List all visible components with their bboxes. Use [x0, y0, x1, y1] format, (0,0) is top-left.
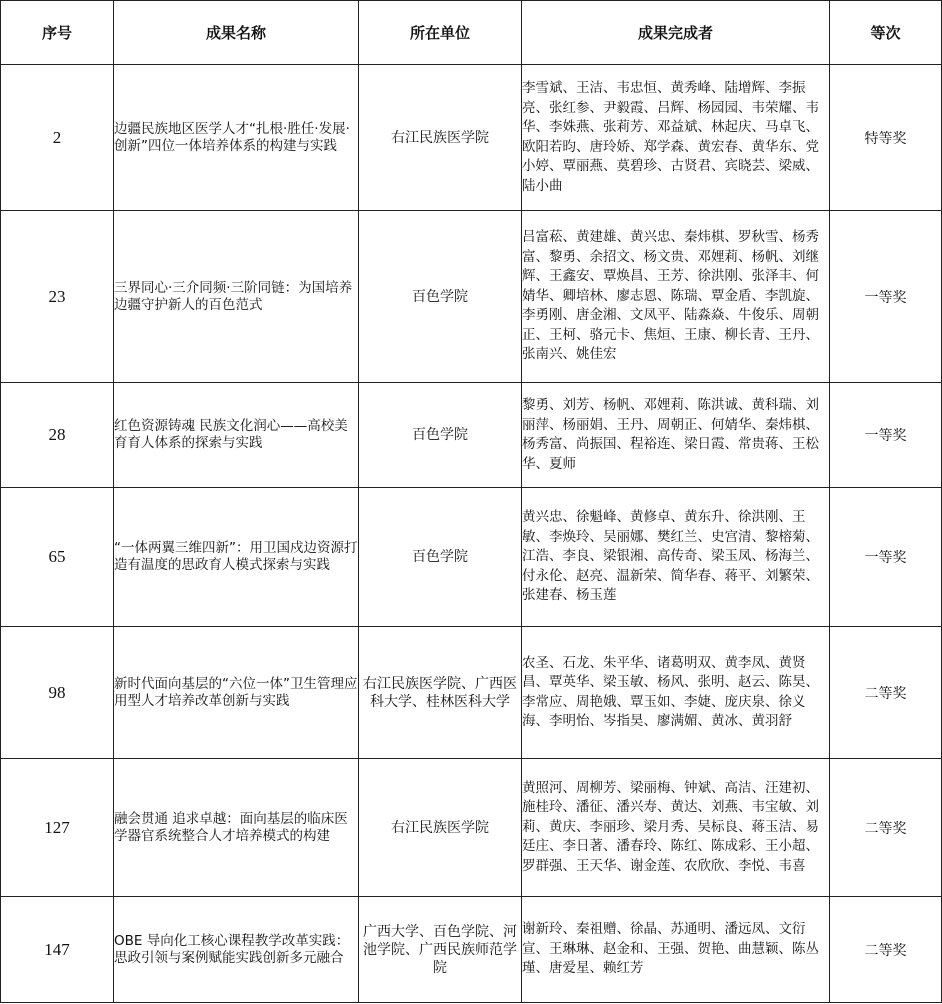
table-row [1, 383, 942, 488]
row-no: 2 [1, 65, 114, 211]
row-name: 边疆民族地区医学人才“扎根·胜任·发展·创新”四位一体培养体系的构建与实践 [114, 65, 359, 211]
row-unit: 右江民族医学院 [359, 759, 522, 897]
table-row [1, 627, 942, 759]
row-name: 新时代面向基层的“六位一体”卫生管理应用型人才培养改革创新与实践 [114, 627, 359, 759]
row-unit: 百色学院 [359, 211, 522, 383]
row-unit: 百色学院 [359, 383, 522, 488]
row-unit: 广西大学、百色学院、河池学院、广西民族师范学院 [359, 897, 522, 1003]
row-people: 吕富菘、黄建雄、黄兴忠、秦炜棋、罗秋雪、杨秀富、黎勇、余招文、杨文贵、邓娌莉、杨帆、刘继辉、王鑫安、覃焕昌、王芳、徐洪刚、张泽丰、何婧华、卿培林、廖志恩、陈瑞、覃金盾、李凯旋、李勇刚、唐金湘、文凤平、陆淼焱、牛俊乐、周朝正、王柯、骆元卡、焦烜、王康、柳长青、王丹、张南兴、姚佳宏 [522, 211, 830, 383]
row-name: 红色资源铸魂 民族文化润心——高校美育育人体系的探索与实践 [114, 383, 359, 488]
row-name: 融会贯通 追求卓越：面向基层的临床医学器官系统整合人才培养模式的构建 [114, 759, 359, 897]
row-level: 特等奖 [830, 65, 942, 211]
header-people: 成果完成者 [522, 1, 830, 65]
row-unit: 右江民族医学院 [359, 65, 522, 211]
row-people: 农圣、石龙、朱平华、诸葛明双、黄李凤、黄贤昌、覃英华、梁玉敏、杨风、张明、赵云、陈昊、李常应、周艳娥、覃玉如、李婕、庞庆泉、徐义海、李明怡、岑指昊、廖满媚、黄冰、黄羽舒 [522, 627, 830, 759]
row-no: 147 [1, 897, 114, 1003]
header-unit: 所在单位 [359, 1, 522, 65]
row-people: 谢新玲、秦祖赠、徐晶、苏通明、潘远凤、文衍宣、王琳琳、赵金和、王强、贺艳、曲慧颖、陈丛瑾、唐爱星、赖红芳 [522, 897, 830, 1003]
row-name: 三界同心·三介同频·三阶同链：为国培养边疆守护新人的百色范式 [114, 211, 359, 383]
row-no: 23 [1, 211, 114, 383]
header-name: 成果名称 [114, 1, 359, 65]
row-people: 黎勇、刘芳、杨帆、邓娌莉、陈洪诚、黄科瑞、刘丽萍、杨丽娟、王丹、周朝正、何婧华、秦炜棋、杨秀富、尚振国、程裕连、梁日霞、常贵蒋、王松华、夏师 [522, 383, 830, 488]
row-name: OBE 导向化工核心课程教学改革实践：思政引领与案例赋能实践创新多元融合 [114, 897, 359, 1003]
header-no: 序号 [1, 1, 114, 65]
table-header [1, 1, 942, 65]
row-level: 二等奖 [830, 627, 942, 759]
header-level: 等次 [830, 1, 942, 65]
row-unit: 百色学院 [359, 488, 522, 627]
table-row [1, 759, 942, 897]
row-level: 二等奖 [830, 759, 942, 897]
table-row [1, 211, 942, 383]
row-no: 28 [1, 383, 114, 488]
row-people: 黄照河、周柳芳、梁丽梅、钟斌、高洁、汪建初、施桂玲、潘征、潘兴寿、黄达、刘燕、韦宝敏、刘莉、黄庆、李丽珍、梁月秀、吴标良、蒋玉洁、易廷庄、李日著、潘春玲、陈红、陈成彩、王小超、罗群强、王天华、谢金莲、农欣欣、李悦、韦喜 [522, 759, 830, 897]
row-unit: 右江民族医学院、广西医科大学、桂林医科大学 [359, 627, 522, 759]
row-level: 一等奖 [830, 383, 942, 488]
table-body [1, 65, 942, 1003]
row-people: 黄兴忠、徐魁峰、黄修卓、黄东升、徐洪刚、王敏、李焕玲、吴丽娜、樊红兰、史宫清、黎榕菊、江浩、李良、梁银湘、高传奇、梁玉凤、杨海兰、付永伦、赵亮、温新荣、简华春、蒋平、刘繁荣、张建春、杨玉莲 [522, 488, 830, 627]
row-name: “一体两翼三维四新”：用卫国戍边资源打造有温度的思政育人模式探索与实践 [114, 488, 359, 627]
table-row [1, 65, 942, 211]
table-row [1, 897, 942, 1003]
table-row [1, 488, 942, 627]
row-no: 127 [1, 759, 114, 897]
row-no: 98 [1, 627, 114, 759]
row-level: 一等奖 [830, 211, 942, 383]
row-people: 李雪斌、王洁、韦忠恒、黄秀峰、陆增辉、李振亮、张红参、尹毅霞、吕辉、杨园园、韦荣耀、韦华、李姝燕、张莉芳、邓益斌、林起庆、马卓飞、欧阳若昀、唐玲娇、郑学森、黄宏春、黄华东、党小婷、覃丽燕、莫碧珍、古贤君、宾晓芸、梁威、陆小曲 [522, 65, 830, 211]
header-row [1, 1, 942, 65]
row-level: 二等奖 [830, 897, 942, 1003]
row-no: 65 [1, 488, 114, 627]
row-level: 一等奖 [830, 488, 942, 627]
